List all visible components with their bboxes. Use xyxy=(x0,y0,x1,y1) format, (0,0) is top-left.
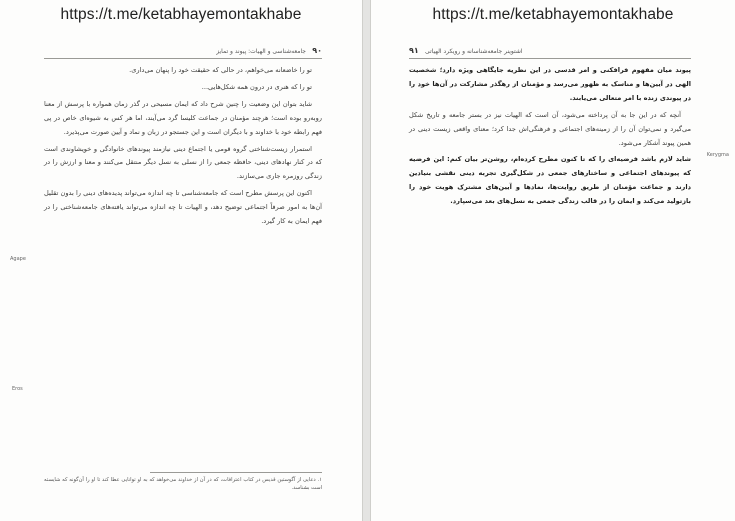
watermark-link[interactable]: https://t.me/ketabhayemontakhabe xyxy=(432,6,674,23)
paragraph: تو را که هنری در درون همه شکل‌هایی... xyxy=(201,82,312,91)
margin-note-kerygma: Kerygma xyxy=(706,152,729,158)
right-page xyxy=(370,0,735,521)
left-page-body xyxy=(44,64,322,232)
right-page-number: ۹۱ xyxy=(409,46,419,55)
margin-note-eros: Eros xyxy=(12,386,23,392)
paragraph: اکنون این پرسش مطرح است که جامعه‌شناسی تا چه اندازه می‌تواند پدیده‌های دینی را بدون تقلیل آن‌ها به امور صرفاً اجتماعی توضیح دهد، و الهیات تا چه اندازه می‌تواند یافته‌های جامعه‌شناختی را در فهم ایمان به کار گیرد. xyxy=(44,189,322,226)
left-running-header xyxy=(44,46,322,59)
paragraph: استمرار زیست‌شناختی گروه قومی یا اجتماع دینی نیازمند پیوندهای خانوادگی و خویشاوندی است که در کنار نهادهای دینی، حافظه جمعی را از نسلی به نسل دیگر منتقل می‌کنند و معنا و ارزش را در زندگی روزمره جاری می‌سازند. xyxy=(44,144,322,181)
left-page-number: ۹۰ xyxy=(312,46,322,55)
watermark-link[interactable]: https://t.me/ketabhayemontakhabe xyxy=(60,6,302,23)
footnote: ۱. دعایی از آگوستین قدیس در کتاب اعترافات، که در آن از خداوند می‌خواهد که به او توانایی عطا کند تا او را آن‌گونه که شایسته است بشناسد. xyxy=(44,477,322,491)
left-header-title: جامعه‌شناسی و الهیات: پیوند و تمایز xyxy=(216,48,306,55)
footnote-rule xyxy=(150,472,322,473)
paragraph: پیوند میان مفهوم فرافکنی و امر قدسی در این نظریه جایگاهی ویژه دارد؛ شخصیت الهی در آیین‌ها و مناسک به ظهور می‌رسد و مؤمنان از رهگذر مشارکت در آن‌ها خود را در پیوندی زنده با امر متعالی می‌یابند. xyxy=(409,66,691,102)
paragraph: شاید بتوان این وضعیت را چنین شرح داد که ایمان مسیحی در گذر زمان همواره با پرسش از معنا روبه‌رو بوده است؛ هرچند مؤمنان در جماعت کلیسا گرد می‌آیند، اما هر کس به شیوه‌ای خاص در پی فهم رابطه خود با خداوند و با دیگران است و این جستجو در زبان و نماد و آیین صورت می‌پذیرد. xyxy=(44,99,322,136)
margin-note-agape: Agape xyxy=(10,256,26,262)
right-running-header xyxy=(409,46,691,59)
right-header-title: اشتوینر جامعه‌شناسانه و رویکرد الهیاتی xyxy=(425,48,523,55)
paragraph: تو را خاضعانه می‌خواهم، در حالی که حقیقت خود را پنهان می‌داری. xyxy=(129,66,312,74)
right-page-body xyxy=(409,64,691,212)
paragraph: آنچه که در این جا به آن پرداخته می‌شود، آن است که الهیات نیز در بستر جامعه و تاریخ شکل می‌گیرد و نمی‌توان آن را از زمینه‌های اجتماعی و فرهنگی‌اش جدا کرد؛ معنای واقعی زیست دینی در همین پیوند آشکار می‌شود. xyxy=(409,110,691,147)
paragraph: شاید لازم باشد فرضیه‌ای را که تا کنون مطرح کرده‌ام، روشن‌تر بیان کنم: این فرضیه که پیوندهای اجتماعی و ساختارهای جمعی در شکل‌گیری تجربه دینی نقشی بنیادین دارند و جماعت مؤمنان از طریق روایت‌ها، نمادها و آیین‌های مشترک هویت خود را بازتولید می‌کند و ایمان را در قالب زندگی جمعی به نسل‌های بعد می‌سپارد. xyxy=(409,155,691,206)
left-page xyxy=(0,0,363,521)
